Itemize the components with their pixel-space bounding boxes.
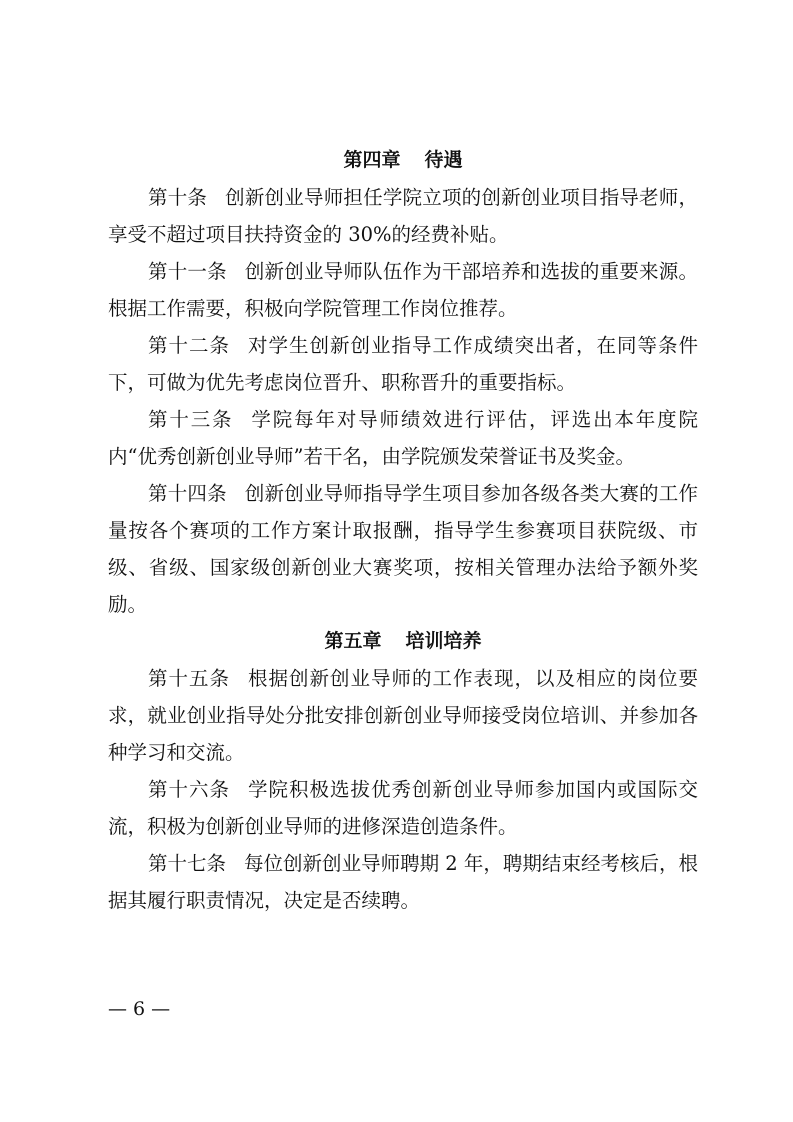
article-label: 第十七条	[148, 852, 227, 875]
article-label: 第十四条	[148, 482, 227, 505]
chapter-title: 待遇	[424, 149, 463, 171]
article-text: 对学生创新创业指导工作成绩突出者，在同等条件下，可做为优先考虑岗位晋升、职称晋升的重要指标。	[108, 334, 698, 394]
chapter-number: 第五章	[324, 630, 382, 652]
article-paragraph	[108, 327, 698, 401]
article-text: 创新创业导师担任学院立项的创新创业项目指导老师，享受不超过项目扶持资金的 30%的经费补贴。	[108, 186, 698, 246]
article-text: 创新创业导师队伍作为干部培养和选拔的重要来源。根据工作需要，积极向学院管理工作岗位推荐。	[108, 260, 698, 320]
article-paragraph	[108, 401, 698, 475]
article-paragraph	[108, 845, 698, 919]
article-text: 根据创新创业导师的工作表现，以及相应的岗位要求，就业创业指导处分批安排创新创业导师接受岗位培训、并参加各种学习和交流。	[108, 667, 698, 764]
chapter-number: 第四章	[343, 149, 401, 171]
article-text: 创新创业导师指导学生项目参加各级各类大赛的工作量按各个赛项的工作方案计取报酬，指导学生参赛项目获院级、市级、省级、国家级创新创业大赛奖项，按相关管理办法给予额外奖励。	[108, 482, 698, 616]
document-body	[108, 142, 698, 919]
article-paragraph	[108, 253, 698, 327]
article-label: 第十五条	[148, 667, 230, 690]
article-text: 每位创新创业导师聘期 2 年，聘期结束经考核后，根据其履行职责情况，决定是否续聘。	[108, 852, 698, 912]
chapter-heading	[108, 142, 698, 179]
article-label: 第十一条	[148, 260, 227, 283]
article-paragraph	[108, 771, 698, 845]
article-text: 学院积极选拔优秀创新创业导师参加国内或国际交流，积极为创新创业导师的进修深造创造条件。	[108, 778, 698, 838]
article-paragraph	[108, 179, 698, 253]
chapter-title: 培训培养	[405, 630, 482, 652]
article-label: 第十六条	[148, 778, 230, 801]
chapter-heading	[108, 623, 698, 660]
article-label: 第十条	[148, 186, 208, 209]
article-text: 学院每年对导师绩效进行评估，评选出本年度院内“优秀创新创业导师”若干名，由学院颁发荣誉证书及奖金。	[108, 408, 698, 468]
article-label: 第十二条	[148, 334, 230, 357]
article-paragraph	[108, 660, 698, 771]
page-number: — 6 —	[108, 998, 171, 1020]
article-label: 第十三条	[148, 408, 234, 431]
article-paragraph	[108, 475, 698, 623]
